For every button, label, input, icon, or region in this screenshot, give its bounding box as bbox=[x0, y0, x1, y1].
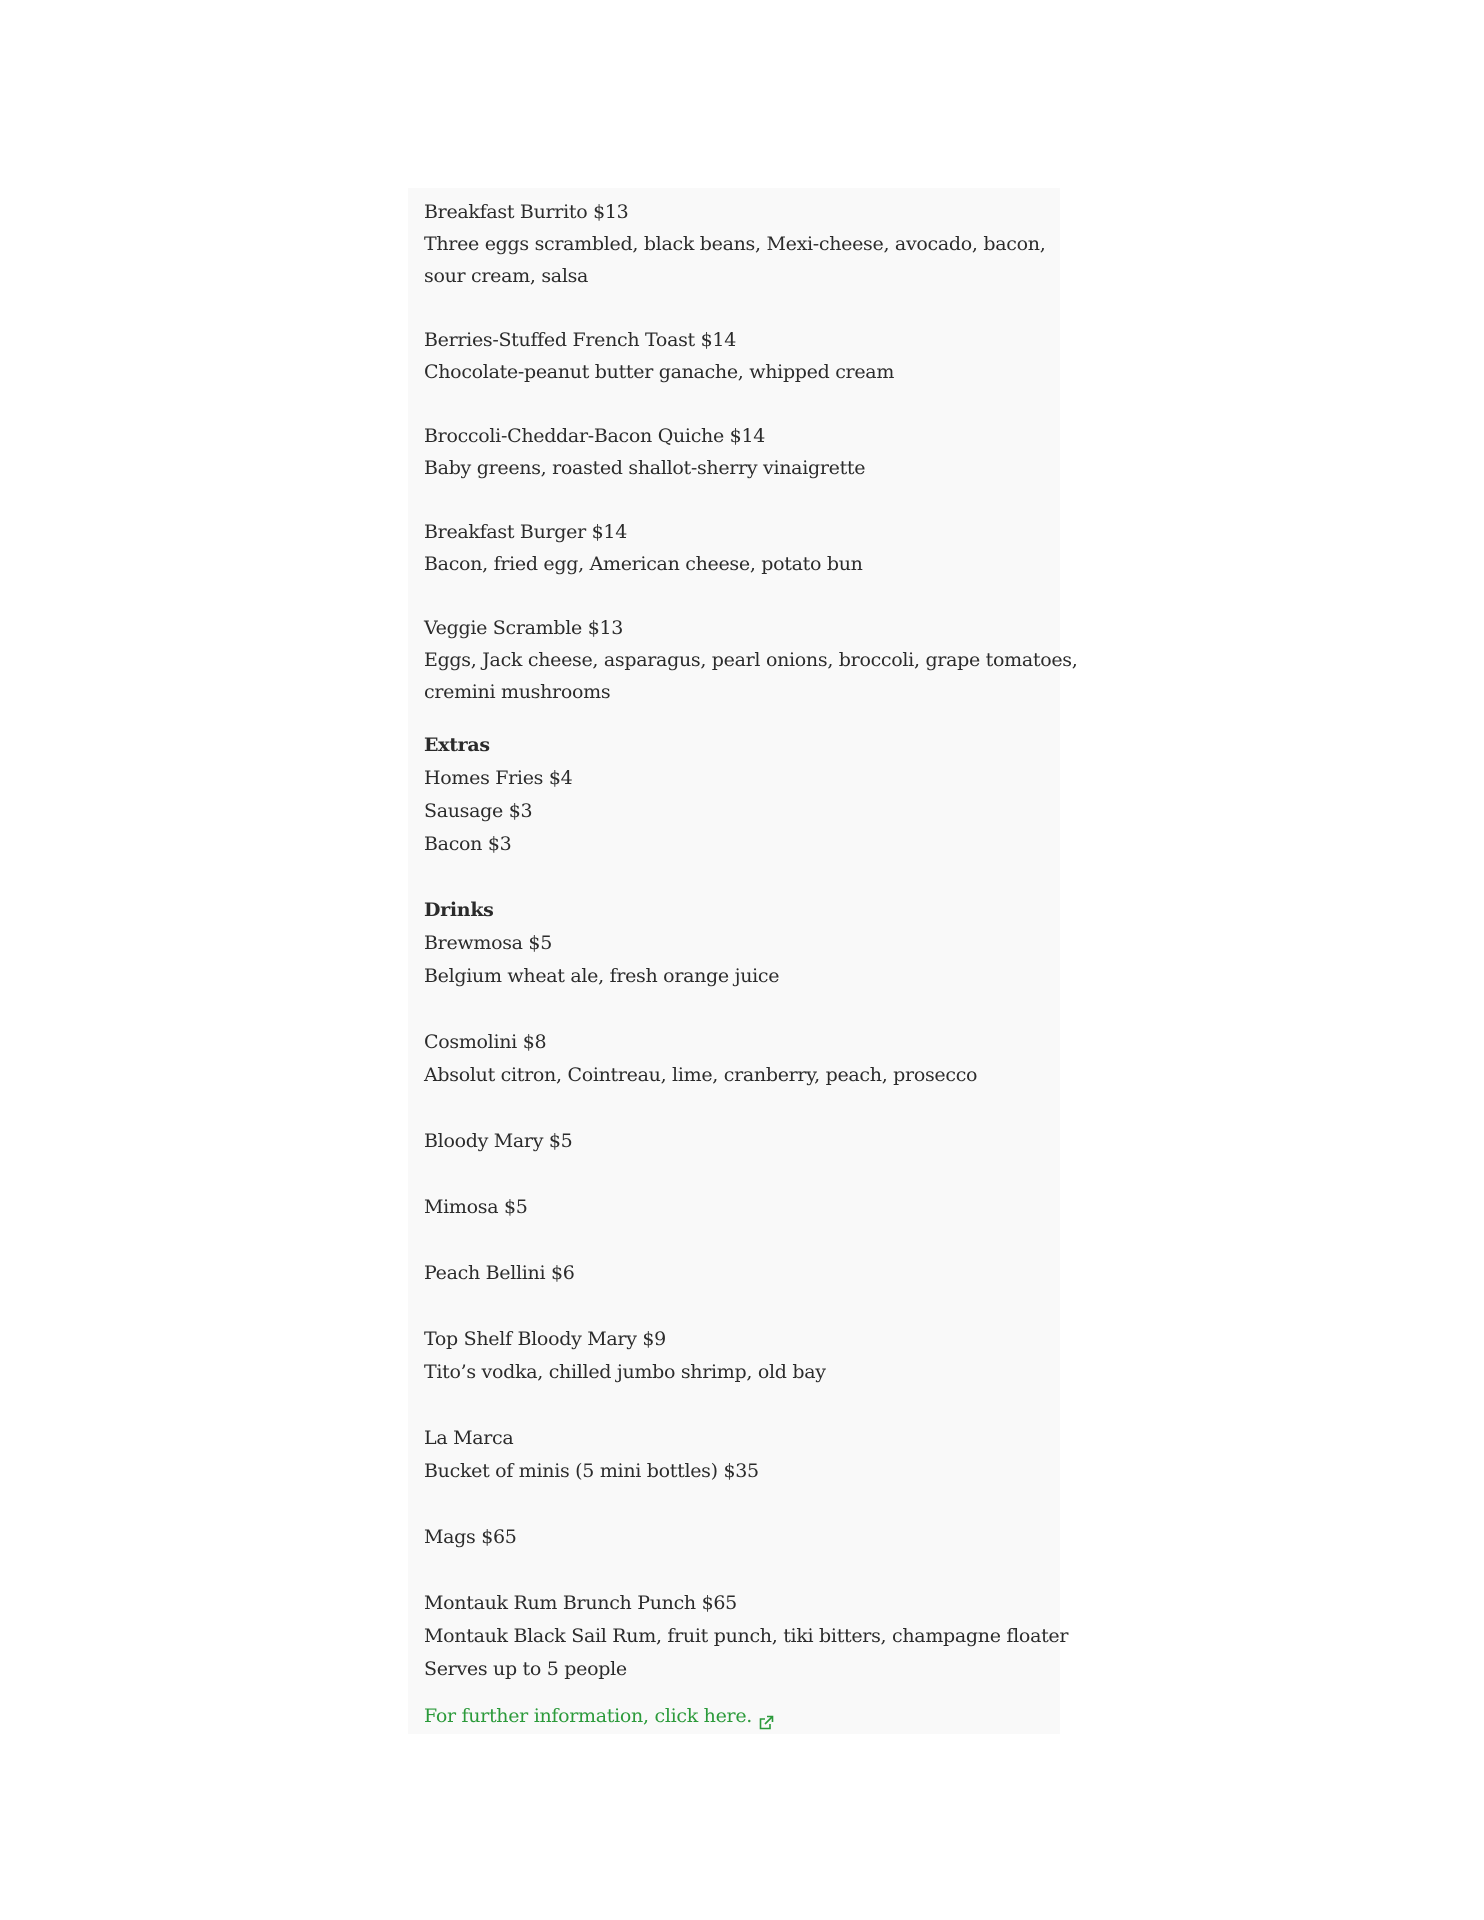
menu-panel bbox=[408, 188, 1078, 1734]
drink-item-description: Serves up to 5 people bbox=[424, 1658, 627, 1680]
extras-heading: Extras bbox=[424, 734, 490, 756]
drink-item-description: Montauk Black Sail Rum, fruit punch, tiki bitters, champagne floater bbox=[424, 1625, 1069, 1647]
drink-item-description: Tito’s vodka, chilled jumbo shrimp, old bay bbox=[424, 1361, 826, 1383]
menu-item-description: cremini mushrooms bbox=[424, 681, 611, 703]
further-info-link[interactable] bbox=[424, 1700, 774, 1732]
menu-item-title: Broccoli-Cheddar-Bacon Quiche $14 bbox=[424, 425, 766, 447]
menu-item-description: sour cream, salsa bbox=[424, 265, 589, 287]
menu-item-title: Berries-Stuffed French Toast $14 bbox=[424, 329, 736, 351]
menu-item-description: Three eggs scrambled, black beans, Mexi-cheese, avocado, bacon, bbox=[424, 233, 1046, 255]
menu-item-description: Bacon, fried egg, American cheese, potato bun bbox=[424, 553, 863, 575]
drink-item-title: Mimosa $5 bbox=[424, 1196, 528, 1218]
drink-item-title: Cosmolini $8 bbox=[424, 1031, 547, 1053]
extras-item: Homes Fries $4 bbox=[424, 767, 573, 789]
extras-item: Sausage $3 bbox=[424, 800, 533, 822]
drink-item-description: Belgium wheat ale, fresh orange juice bbox=[424, 965, 780, 987]
drink-item-description: Bucket of minis (5 mini bottles) $35 bbox=[424, 1460, 759, 1482]
drinks-heading: Drinks bbox=[424, 899, 494, 921]
menu-item-title: Breakfast Burger $14 bbox=[424, 521, 627, 543]
menu-item-title: Veggie Scramble $13 bbox=[424, 617, 624, 639]
drink-item-title: Bloody Mary $5 bbox=[424, 1130, 573, 1152]
drink-item-title: Peach Bellini $6 bbox=[424, 1262, 575, 1284]
drink-item-description: Absolut citron, Cointreau, lime, cranberry, peach, prosecco bbox=[424, 1064, 978, 1086]
menu-item-title: Breakfast Burrito $13 bbox=[424, 201, 629, 223]
drink-item-title: Mags $65 bbox=[424, 1526, 517, 1548]
further-info-link-label[interactable]: For further information, click here. bbox=[424, 1705, 753, 1727]
menu-item-description: Baby greens, roasted shallot-sherry vinaigrette bbox=[424, 457, 866, 479]
drink-item-title: Brewmosa $5 bbox=[424, 932, 553, 954]
extras-item: Bacon $3 bbox=[424, 833, 512, 855]
drink-item-title: La Marca bbox=[424, 1427, 514, 1449]
menu-item-description: Chocolate-peanut butter ganache, whipped cream bbox=[424, 361, 895, 383]
menu-item-description: Eggs, Jack cheese, asparagus, pearl onions, broccoli, grape tomatoes, bbox=[424, 649, 1078, 671]
external-link-icon[interactable] bbox=[758, 1709, 774, 1725]
drink-item-title: Montauk Rum Brunch Punch $65 bbox=[424, 1592, 737, 1614]
drink-item-title: Top Shelf Bloody Mary $9 bbox=[424, 1328, 666, 1350]
